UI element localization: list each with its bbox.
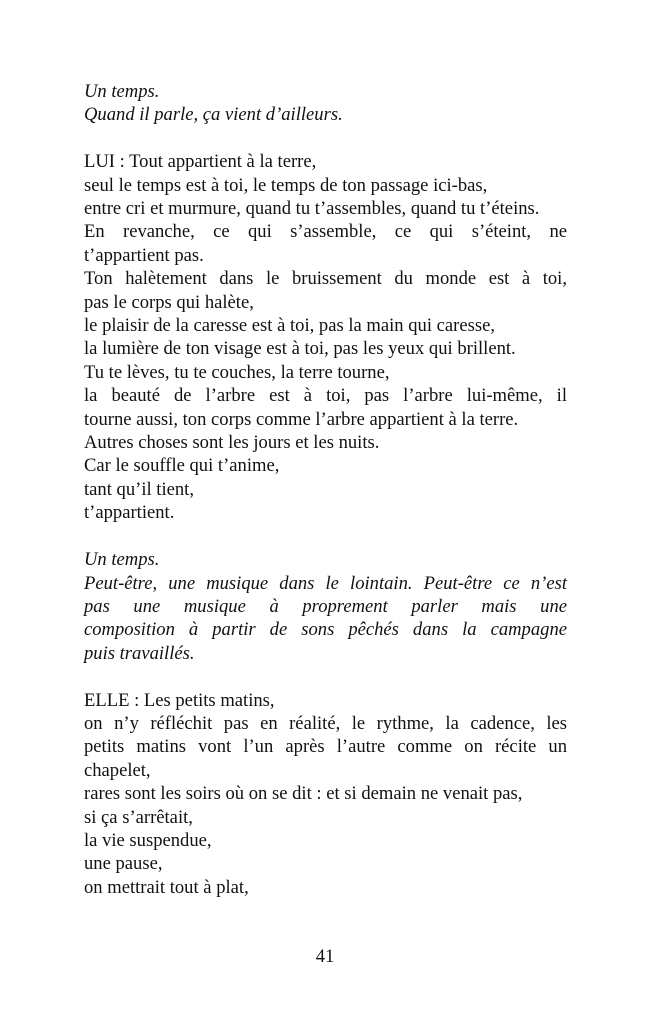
- text-line: la vie suspendue,: [84, 829, 212, 851]
- text-line: la lumière de ton visage est à toi, pas les yeux qui brillent.: [84, 338, 516, 360]
- page-body: [84, 80, 567, 923]
- text-line: Quand il parle, ça vient d’ailleurs.: [84, 104, 343, 126]
- text-line: composition à partir de sons pêchés dans la campagne: [84, 619, 567, 641]
- stage-direction: [84, 80, 567, 127]
- text-line: si ça s’arrêtait,: [84, 806, 193, 828]
- text-line: Un temps.: [84, 549, 160, 571]
- text-line: seul le temps est à toi, le temps de ton passage ici-bas,: [84, 174, 488, 196]
- text-line: pas une musique à proprement parler mais une: [84, 595, 567, 617]
- text-line: petits matins vont l’un après l’autre comme on récite un: [84, 736, 567, 758]
- speech-lui: [84, 150, 567, 525]
- text-line: le plaisir de la caresse est à toi, pas la main qui caresse,: [84, 315, 495, 337]
- text-line: Un temps.: [84, 81, 160, 102]
- text-line: Car le souffle qui t’anime,: [84, 455, 280, 477]
- text-line: une pause,: [84, 853, 163, 875]
- text-line: Peut-être, une musique dans le lointain. Peut-être ce n’est: [84, 572, 567, 594]
- text-line: En revanche, ce qui s’assemble, ce qui s’éteint, ne: [84, 221, 567, 243]
- text-line: on mettrait tout à plat,: [84, 876, 249, 898]
- text-line: chapelet,: [84, 759, 151, 781]
- text-line: on n’y réfléchit pas en réalité, le rythme, la cadence, les: [84, 712, 567, 734]
- text-line: LUI : Tout appartient à la terre,: [84, 151, 317, 173]
- text-line: pas le corps qui halète,: [84, 291, 254, 313]
- speech-elle: [84, 689, 567, 900]
- text-line: t’appartient.: [84, 502, 175, 524]
- text-line: puis travaillés.: [84, 642, 195, 664]
- stage-direction: [84, 548, 567, 665]
- text-line: rares sont les soirs où on se dit : et si demain ne venait pas,: [84, 783, 523, 805]
- text-line: tant qu’il tient,: [84, 478, 194, 500]
- text-line: ELLE : Les petits matins,: [84, 689, 275, 711]
- text-line: entre cri et murmure, quand tu t’assembles, quand tu t’éteins.: [84, 198, 540, 220]
- text-line: Ton halètement dans le bruissement du monde est à toi,: [84, 268, 567, 290]
- text-line: Tu te lèves, tu te couches, la terre tourne,: [84, 361, 390, 383]
- page-number: 41: [315, 946, 335, 967]
- text-line: Autres choses sont les jours et les nuits.: [84, 432, 380, 454]
- text-line: tourne aussi, ton corps comme l’arbre appartient à la terre.: [84, 408, 519, 430]
- text-line: t’appartient pas.: [84, 244, 204, 266]
- text-line: la beauté de l’arbre est à toi, pas l’arbre lui-même, il: [84, 385, 567, 407]
